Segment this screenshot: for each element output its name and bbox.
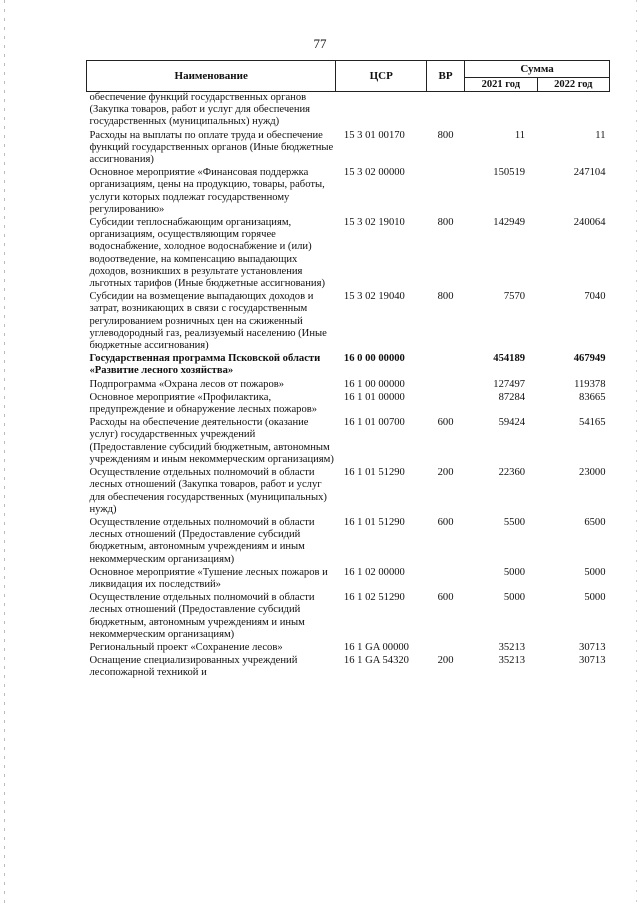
row-vr: 600	[437, 592, 454, 604]
row-csr: 16 1 01 00000	[343, 391, 405, 403]
header-year-2022: 2022 год	[537, 78, 609, 92]
row-csr: 16 1 01 00700	[343, 417, 405, 429]
table-row	[87, 130, 610, 168]
row-name: Основное мероприятие «Тушение лесных пожаров и ликвидация их последствий»	[89, 566, 328, 590]
table-row	[87, 92, 610, 130]
table-row	[87, 642, 610, 655]
row-vr: 800	[437, 291, 454, 303]
table-row	[87, 392, 610, 417]
row-sum-2022: 30713	[579, 641, 606, 653]
row-sum-2022: 54165	[579, 417, 606, 429]
row-sum-2021: 142949	[493, 217, 526, 229]
row-vr	[426, 567, 464, 592]
header-sum: Сумма	[465, 61, 610, 78]
row-csr: 16 1 00 00000	[343, 378, 405, 390]
table-row	[87, 592, 610, 642]
row-sum-2021: 5000	[503, 566, 526, 578]
row-name: Расходы на выплаты по оплате труда и обеспечение функций государственных органов (Иные бюджетные ассигнования)	[89, 129, 334, 166]
page-number: 77	[313, 36, 327, 51]
row-csr: 16 1 01 51290	[343, 516, 405, 528]
row-sum-2021: 5000	[503, 592, 526, 604]
row-csr: 15 3 01 00170	[343, 129, 405, 141]
row-sum-2022: 119378	[574, 378, 606, 390]
row-sum-2021: 35213	[498, 641, 526, 653]
table-row	[87, 517, 610, 567]
table-row	[87, 567, 610, 592]
row-sum-2022: 247104	[573, 167, 606, 179]
row-sum-2021: 22360	[498, 467, 526, 479]
row-sum-2022: 6500	[584, 516, 606, 528]
row-vr: 800	[437, 129, 454, 141]
scan-edge-right	[636, 0, 637, 905]
row-vr: 200	[437, 655, 454, 667]
row-sum-2022: 30713	[579, 655, 606, 667]
row-sum-2022: 23000	[579, 467, 606, 479]
header-year-2021: 2021 год	[465, 78, 537, 92]
row-sum-2021: 454189	[493, 353, 526, 365]
table-row	[87, 217, 610, 291]
row-csr: 15 3 02 00000	[343, 167, 405, 179]
table-row	[87, 655, 610, 680]
table-body	[87, 92, 610, 681]
row-csr: 16 1 GA 54320	[343, 655, 409, 667]
scan-edge-left	[4, 0, 5, 905]
row-name: Расходы на обеспечение деятельности (оказание услуг) государственных учреждений (Предоставление субсидий бюджетным, автономным учреждениям и иным некоммерческим организациям)	[89, 417, 334, 465]
row-sum-2021: 127497	[493, 378, 526, 390]
row-name: обеспечение функций государственных органов (Закупка товаров, работ и услуг для обеспечения государственных (муниципальных) нужд)	[89, 92, 311, 128]
row-csr: 15 3 02 19040	[343, 291, 405, 303]
row-vr: 800	[437, 217, 454, 229]
row-vr	[426, 353, 464, 378]
row-sum-2022: 11	[595, 129, 606, 141]
row-name: Государственная программа Псковской области «Развитие лесного хозяйства»	[89, 353, 321, 377]
table-row	[87, 467, 610, 517]
row-vr: 600	[437, 516, 454, 528]
row-sum-2021: 150519	[493, 167, 526, 179]
row-sum-2022: 7040	[584, 291, 606, 303]
row-csr: 16 1 01 51290	[343, 467, 405, 479]
row-sum-2022	[537, 92, 609, 130]
header-csr: ЦСР	[336, 61, 427, 92]
header-vr: ВР	[426, 61, 464, 92]
row-csr: 16 1 GA 00000	[343, 641, 409, 653]
row-csr: 16 0 00 00000	[343, 353, 405, 365]
row-sum-2022: 83665	[579, 391, 606, 403]
header-name: Наименование	[87, 61, 336, 92]
row-vr	[426, 92, 464, 130]
row-csr: 15 3 02 19010	[343, 217, 405, 229]
row-name: Основное мероприятие «Финансовая поддержка организациям, цены на продукцию, товары, работы, услуги которых подлежат государственному регулированию»	[89, 167, 325, 215]
row-vr	[426, 379, 464, 392]
table-row	[87, 417, 610, 467]
row-csr	[336, 92, 427, 130]
row-name: Осуществление отдельных полномочий в области лесных отношений (Закупка товаров, работ и услуг для обеспечения государственных (муниципальных) нужд)	[89, 467, 327, 515]
row-name: Субсидии на возмещение выпадающих доходов и затрат, возникающих в связи с государственным регулированием розничных цен на сжиженный углеводородный газ, реализуемый населению (Иные бюджетные ассигнования)	[89, 291, 327, 352]
row-name: Осуществление отдельных полномочий в области лесных отношений (Предоставление субсидий бюджетным, автономным учреждениям и иным некоммерческим организациям)	[89, 592, 315, 640]
row-sum-2021: 7570	[503, 291, 526, 303]
row-name: Региональный проект «Сохранение лесов»	[89, 641, 283, 653]
row-name: Субсидии теплоснабжающим организациям, организациям, осуществляющим горячее водоснабжение, холодное водоснабжение и (или) водоотведение, на компенсацию выпадающих доходов, возникших в результате установления льготных тарифов (Иные бюджетные ассигнования)	[89, 217, 325, 290]
row-name: Осуществление отдельных полномочий в области лесных отношений (Предоставление субсидий бюджетным, автономным учреждениям и иным некоммерческим организациям)	[89, 516, 315, 565]
row-name: Основное мероприятие «Профилактика, предупреждение и обнаружение лесных пожаров»	[89, 391, 318, 416]
row-sum-2021: 59424	[498, 417, 526, 429]
row-vr: 600	[437, 417, 454, 429]
row-sum-2022: 240064	[573, 217, 606, 229]
table-row	[87, 291, 610, 353]
row-vr	[426, 167, 464, 217]
row-name: Оснащение специализированных учреждений лесопожарной техникой и	[89, 655, 298, 679]
budget-table	[86, 60, 610, 681]
row-vr	[426, 392, 464, 417]
row-vr	[426, 642, 464, 655]
row-sum-2021: 35213	[498, 655, 526, 667]
row-sum-2021	[465, 92, 537, 130]
row-csr: 16 1 02 00000	[343, 566, 405, 578]
row-vr: 200	[437, 467, 454, 479]
table-row	[87, 167, 610, 217]
row-sum-2022: 5000	[584, 566, 606, 578]
row-sum-2022: 467949	[573, 353, 606, 365]
row-name: Подпрограмма «Охрана лесов от пожаров»	[89, 378, 285, 390]
row-sum-2021: 11	[514, 129, 526, 141]
row-sum-2022: 5000	[584, 592, 606, 604]
table-row	[87, 353, 610, 378]
table-row	[87, 379, 610, 392]
row-csr: 16 1 02 51290	[343, 592, 405, 604]
row-sum-2021: 5500	[503, 516, 526, 528]
row-sum-2021: 87284	[498, 391, 526, 403]
